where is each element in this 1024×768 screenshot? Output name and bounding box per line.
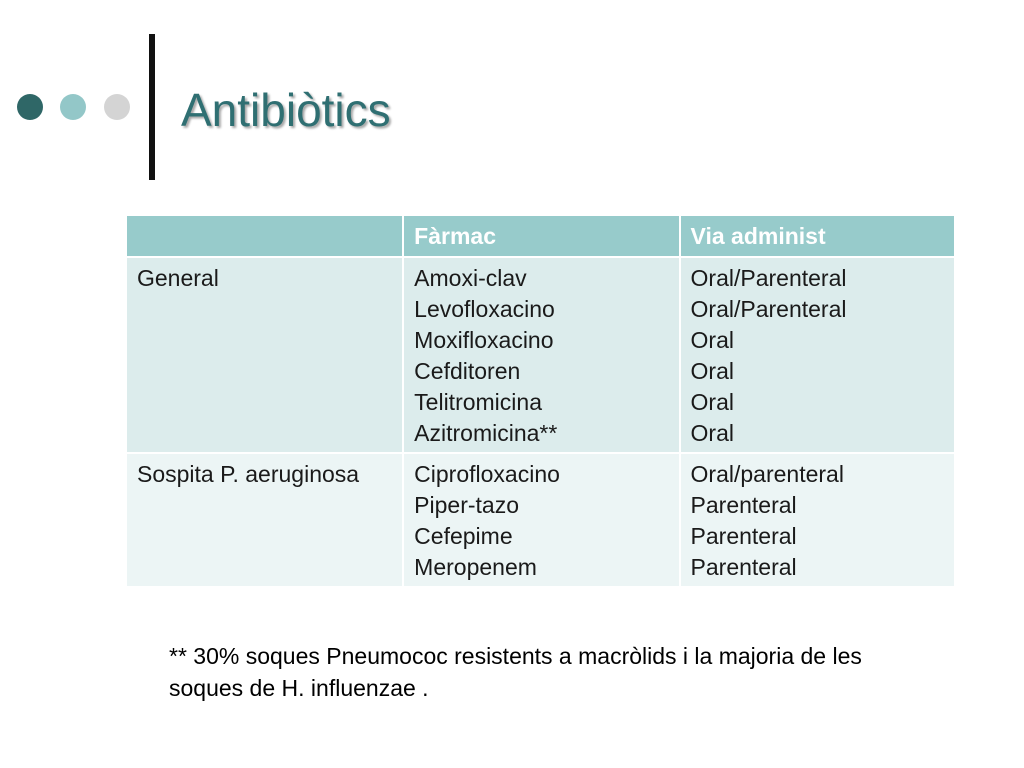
route-value: Oral/Parenteral [690, 296, 847, 322]
drug-name: Ciprofloxacino [414, 461, 560, 487]
title-divider [149, 34, 155, 180]
header-route: Via administ [680, 215, 955, 257]
route-value: Parenteral [690, 523, 797, 549]
drugs-cell [403, 453, 679, 587]
routes-cell [680, 257, 955, 453]
drug-name: Levofloxacino [414, 296, 555, 322]
drug-name: Cefditoren [414, 358, 521, 384]
route-value: Parenteral [690, 492, 797, 518]
group-cell [126, 257, 403, 453]
drugs-cell [403, 257, 679, 453]
drug-name: Amoxi-clav [414, 265, 527, 291]
slide-title: Antibiòtics [181, 84, 391, 136]
dot-dark-icon [17, 94, 43, 120]
routes-cell [680, 453, 955, 587]
header-group [126, 215, 403, 257]
route-value: Oral/Parenteral [690, 265, 847, 291]
route-value: Oral [690, 389, 734, 415]
drug-name: Meropenem [414, 554, 537, 580]
drug-name: Cefepime [414, 523, 513, 549]
drug-name: Piper-tazo [414, 492, 519, 518]
drug-name: Telitromicina [414, 389, 542, 415]
route-value: Parenteral [690, 554, 797, 580]
table-row [126, 453, 955, 587]
route-value: Oral [690, 420, 734, 446]
group-cell [126, 453, 403, 587]
antibiotics-table [125, 214, 956, 588]
route-value: Oral [690, 327, 734, 353]
footnote: ** 30% soques Pneumococ resistents a macròlids i la majoria de les soques de H. influenzae . [169, 643, 862, 701]
table-row [126, 257, 955, 453]
drug-name: Moxifloxacino [414, 327, 554, 353]
dot-mid-icon [60, 94, 86, 120]
route-value: Oral/parenteral [690, 461, 844, 487]
drug-name: Azitromicina** [414, 420, 558, 446]
route-value: Oral [690, 358, 734, 384]
dot-light-icon [104, 94, 130, 120]
group-label: Sospita P. aeruginosa [137, 461, 360, 487]
group-label: General [137, 265, 219, 291]
header-drug: Fàrmac [403, 215, 679, 257]
table-header-row [126, 215, 955, 257]
